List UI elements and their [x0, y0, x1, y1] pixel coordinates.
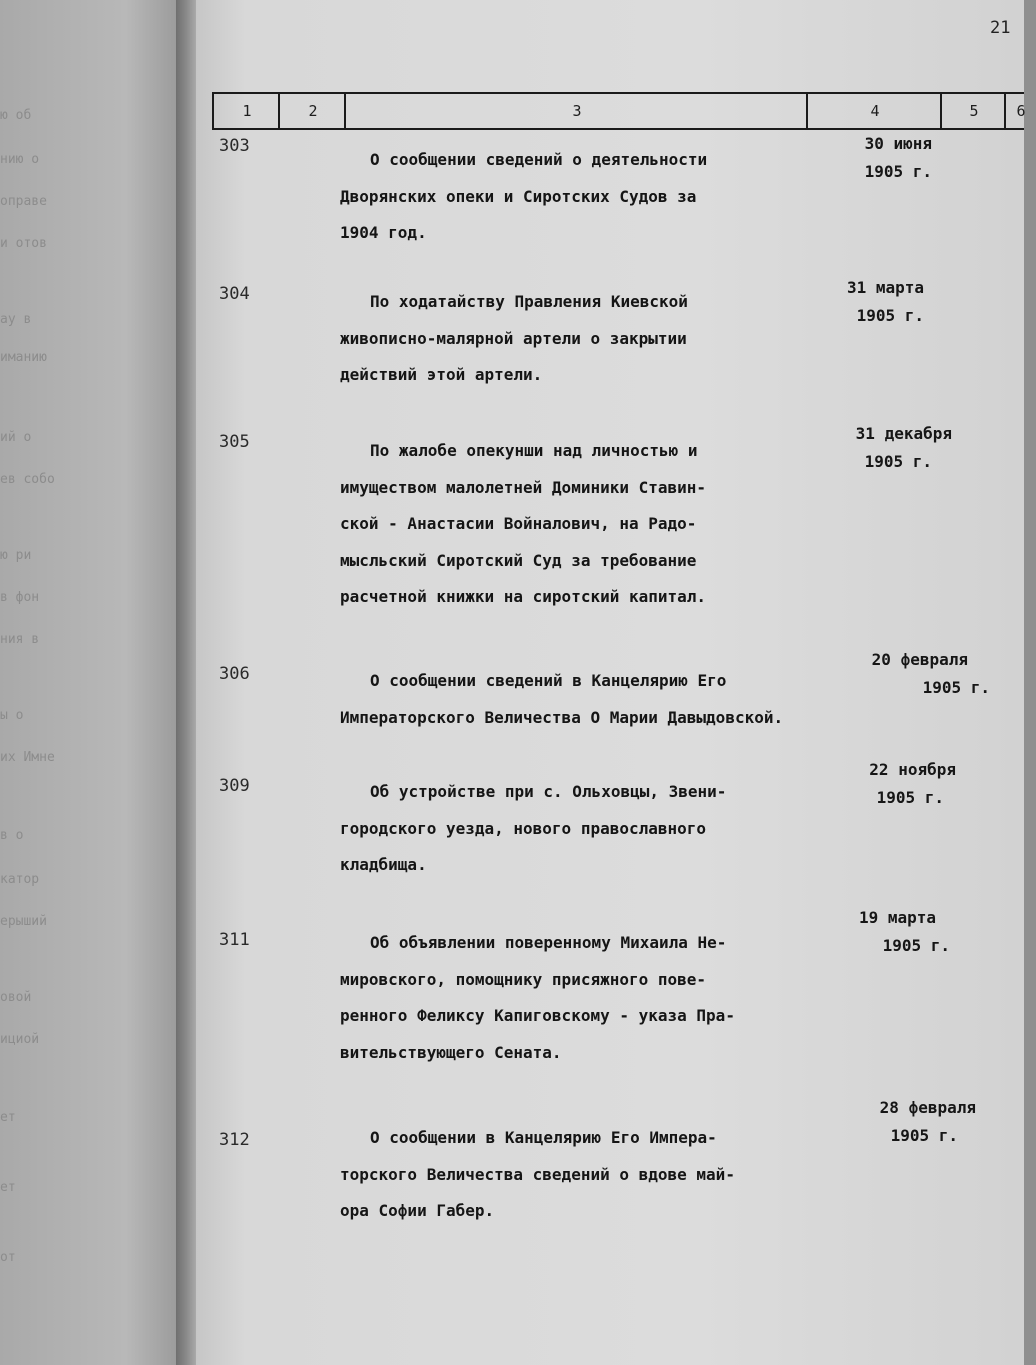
- column-header-3: 3: [344, 94, 808, 128]
- record-description: Об устройстве при с. Ольховцы, Звени- городского уезда, нового православного кладбища.: [340, 782, 727, 874]
- page-number: 21: [990, 18, 1011, 38]
- record-description: Об объявлении поверенному Михаила Не- мировского, помощнику присяжного пове- ренного Феликсу Капиговскому - указа Пра- вительствующего Сената.: [340, 933, 735, 1062]
- record-number: 305: [219, 432, 250, 452]
- left-page-fragment: ы о: [0, 708, 24, 723]
- left-page-fragment: и отов: [0, 236, 47, 251]
- left-page-fragment: ев собо: [0, 472, 55, 487]
- record-number: 309: [219, 776, 250, 796]
- left-page-fragment: их Имне: [0, 750, 55, 765]
- left-page-fragment: в о: [0, 828, 24, 843]
- left-page-fragment: ау в: [0, 312, 32, 327]
- left-page-fragment: овой: [0, 990, 32, 1005]
- column-header-6: 6: [1004, 94, 1036, 128]
- left-page-fragment: ю об: [0, 108, 32, 123]
- record-number: 304: [219, 284, 250, 304]
- column-header-1: 1: [212, 94, 280, 128]
- record-description: По ходатайству Правления Киевской живописно-малярной артели о закрытии действий этой артели.: [340, 292, 688, 384]
- column-header-row: [212, 92, 1024, 130]
- record-description: О сообщении сведений о деятельности Дворянских опеки и Сиротских Судов за 1904 год.: [340, 150, 708, 242]
- record-date: 30 июня 1905 г.: [864, 134, 932, 181]
- record-date: 28 февраля 1905 г.: [879, 1098, 976, 1145]
- left-page-fragment: ет: [0, 1110, 16, 1125]
- record-number: 311: [219, 930, 250, 950]
- record-description: По жалобе опекунши над личностью и имуществом малолетней Доминики Ставин- ской - Анастасии Войналович, на Радо- мысльский Сиротский Суд за требование расчетной книжки на сиротский капитал.: [340, 441, 707, 606]
- left-page-fragment: оправе: [0, 194, 47, 209]
- left-page-fragment: ет: [0, 1180, 16, 1195]
- record-date: 22 ноября 1905 г.: [869, 760, 956, 807]
- left-page-fragment: ициой: [0, 1032, 40, 1047]
- record-number: 312: [219, 1130, 250, 1150]
- left-page-fragment: ерыший: [0, 914, 47, 929]
- left-page-fragment: в фон: [0, 590, 40, 605]
- left-page-fragment: от: [0, 1250, 16, 1265]
- record-description: О сообщении сведений в Канцелярию Его Императорского Величества О Марии Давыдовской.: [340, 671, 784, 727]
- left-page-fragment: ния в: [0, 632, 40, 647]
- left-page-fragment: нию о: [0, 152, 40, 167]
- column-header-4: 4: [806, 94, 942, 128]
- left-page: [0, 0, 180, 1365]
- record-date: 31 марта 1905 г.: [846, 278, 924, 325]
- record-number: 306: [219, 664, 250, 684]
- left-page-fragment: ю ри: [0, 548, 32, 563]
- column-header-5: 5: [940, 94, 1006, 128]
- column-header-2: 2: [278, 94, 346, 128]
- left-page-fragment: катор: [0, 872, 40, 887]
- record-date: 31 декабря 1905 г.: [855, 424, 952, 471]
- left-page-fragment: ий о: [0, 430, 32, 445]
- record-description: О сообщении в Канцелярию Его Импера- торского Величества сведений о вдове май- ора Софии Габер.: [340, 1128, 735, 1220]
- left-page-fragment: иманию: [0, 350, 47, 365]
- record-date: 20 февраля 1905 г.: [871, 650, 990, 697]
- record-date: 19 марта 1905 г.: [858, 908, 950, 955]
- record-number: 303: [219, 136, 250, 156]
